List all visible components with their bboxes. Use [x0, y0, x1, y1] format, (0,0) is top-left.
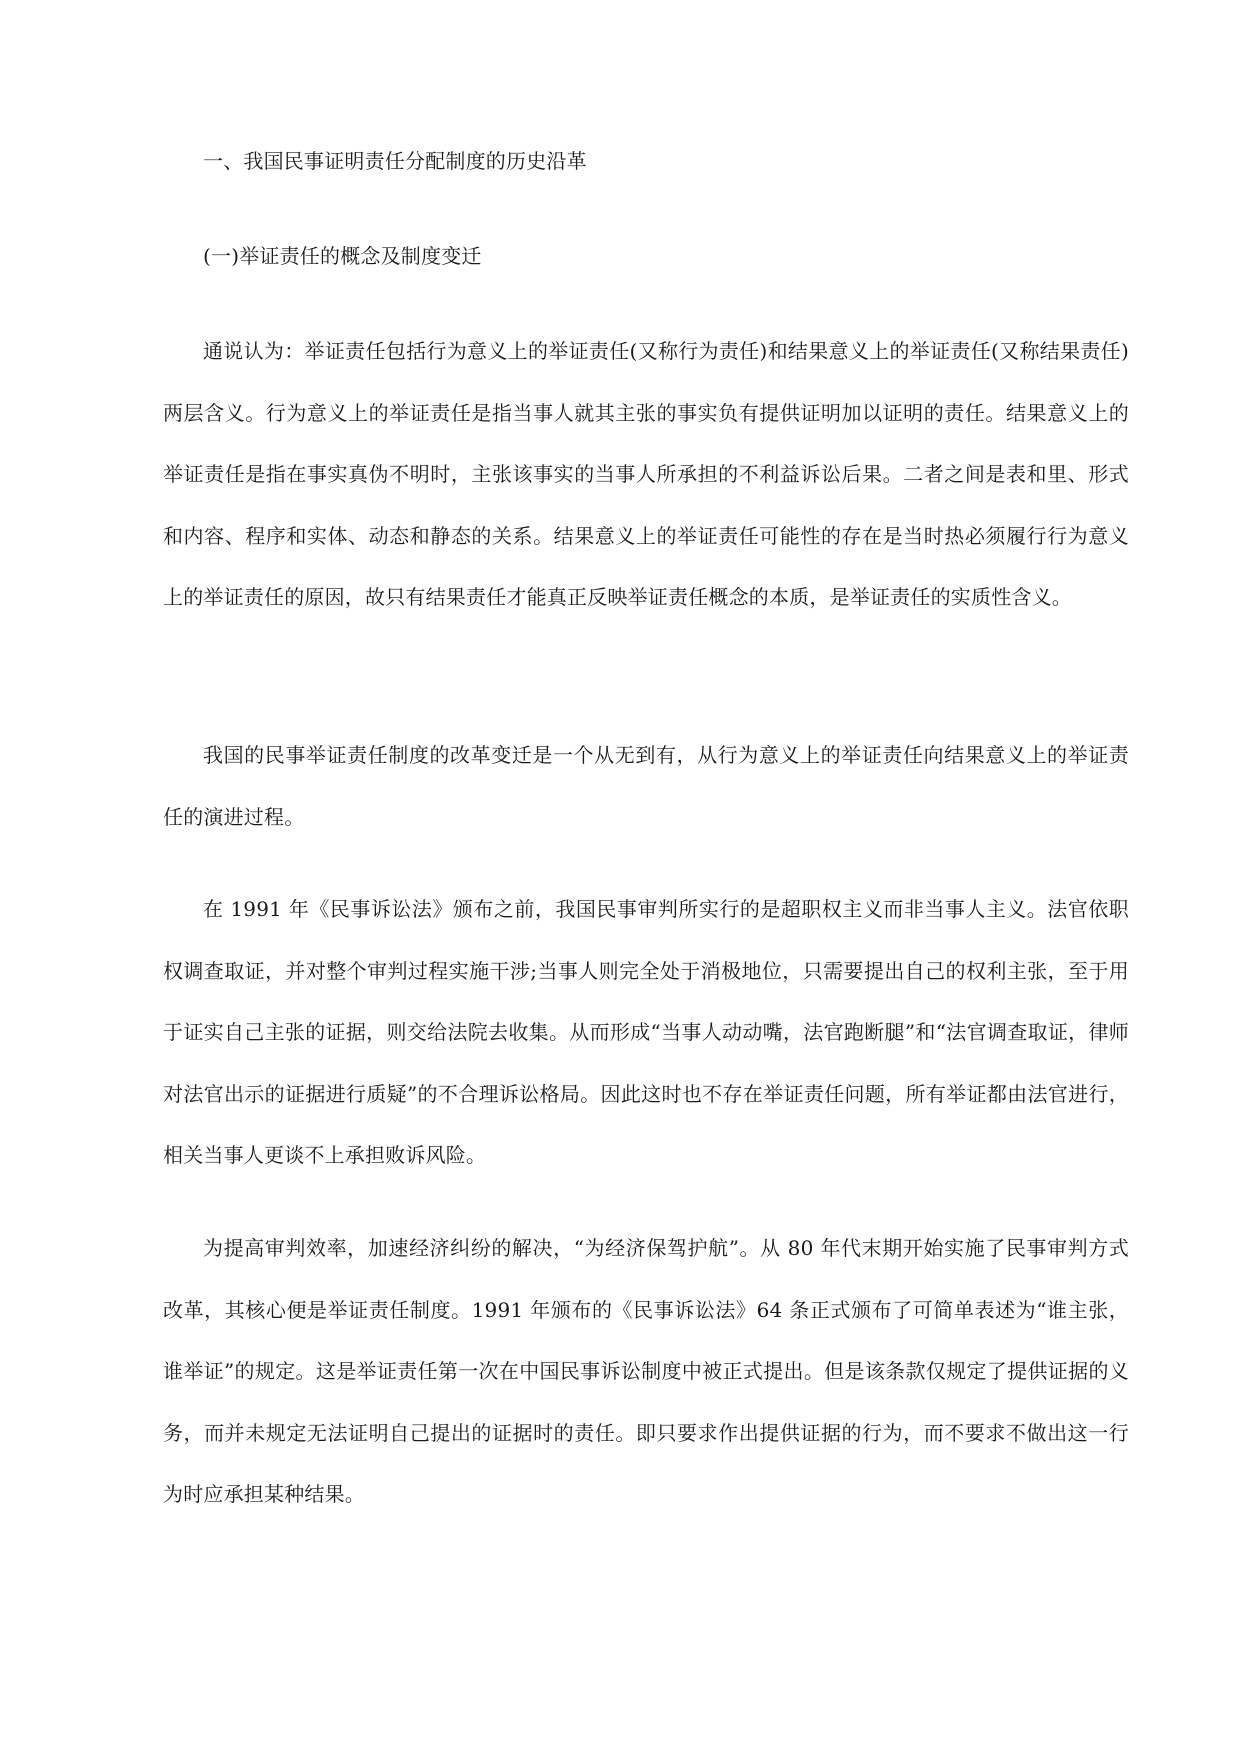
- section-heading: 一、我国民事证明责任分配制度的历史沿革: [203, 149, 587, 173]
- subsection-heading: (一)举证责任的概念及制度变迁: [203, 244, 482, 268]
- paragraph-reform: 为提高审判效率，加速经济纠纷的解决，“为经济保驾护航”。从 80 年代末期开始实施了民事审判方式改革，其核心便是举证责任制度。1991 年颁布的《民事诉讼法》64 条正式颁布了可简单表述为“谁主张，谁举证”的规定。这是举证责任第一次在中国民事诉讼制度中被正式提出。但是该条款仅规定了提供证据的义务，而并未规定无法证明自己提出的证据时的责任。即只要求作出提供证据的行为，而不要求不做出这一行为时应承担某种结果。: [163, 1236, 1129, 1506]
- paragraph-evolution: 我国的民事举证责任制度的改革变迁是一个从无到有，从行为意义上的举证责任向结果意义上的举证责任的演进过程。: [163, 743, 1129, 829]
- paragraph-definition: 通说认为：举证责任包括行为意义上的举证责任(又称行为责任)和结果意义上的举证责任(又称结果责任)两层含义。行为意义上的举证责任是指当事人就其主张的事实负有提供证明加以证明的责任。结果意义上的举证责任是指在事实真伪不明时，主张该事实的当事人所承担的不利益诉讼后果。二者之间是表和里、形式和内容、程序和实体、动态和静态的关系。结果意义上的举证责任可能性的存在是当时热必须履行行为意义上的举证责任的原因，故只有结果责任才能真正反映举证责任概念的本质，是举证责任的实质性含义。: [163, 339, 1129, 609]
- paragraph-before-1991: 在 1991 年《民事诉讼法》颁布之前，我国民事审判所实行的是超职权主义而非当事人主义。法官依职权调查取证，并对整个审判过程实施干涉;当事人则完全处于消极地位，只需要提出自己的权利主张，至于用于证实自己主张的证据，则交给法院去收集。从而形成“当事人动动嘴，法官跑断腿”和“法官调查取证，律师对法官出示的证据进行质疑”的不合理诉讼格局。因此这时也不存在举证责任问题，所有举证都由法官进行，相关当事人更谈不上承担败诉风险。: [163, 897, 1129, 1167]
